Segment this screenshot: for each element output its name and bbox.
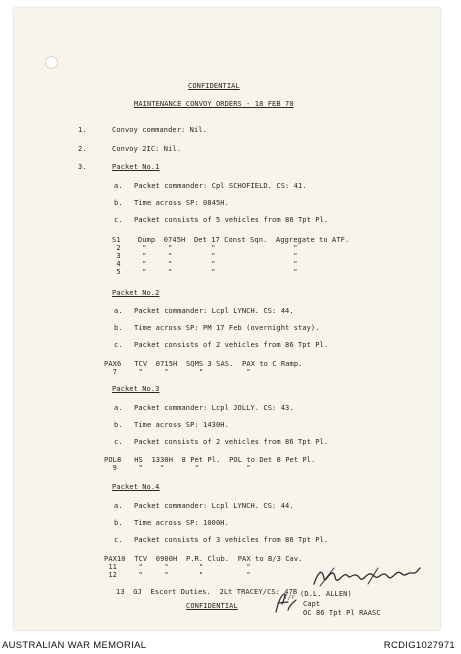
vehicle-row: PAX6 TCV 0715H SQMS 3 SAS. PAX to C Ramp.	[104, 360, 303, 368]
packet-line-text: Time across SP: PM 17 Feb (overnight stay).	[134, 324, 320, 332]
packet-line-letter: c.	[114, 216, 123, 224]
escort-line: 13 GJ Escort Duties. 2Lt TRACEY/CS: 47B	[116, 588, 298, 596]
packet-line-letter: a.	[114, 502, 123, 510]
vehicle-row: 12 " " " "	[104, 571, 251, 579]
packet-line-letter: c.	[114, 438, 123, 446]
item-number: 2.	[78, 145, 87, 153]
archive-id: RCDIG1027971	[383, 640, 455, 651]
fr-text: f/r	[284, 594, 296, 601]
packet-line-letter: b.	[114, 324, 123, 332]
packet-heading: Packet No.4	[112, 483, 160, 491]
vehicle-row: 4 " " " "	[112, 260, 298, 268]
signatory-name: (D.L. ALLEN)	[300, 590, 352, 598]
punch-hole	[45, 56, 58, 69]
vehicle-row: PAX10 TCV 0900H P.R. Club. PAX to B/3 Cav.	[104, 555, 303, 563]
vehicle-row: 7 " " " "	[104, 368, 251, 376]
packet-heading: Packet No.2	[112, 289, 160, 297]
handwritten-signature	[308, 564, 424, 590]
packet-line-text: Packet consists of 2 vehicles from 86 Tpt Pl.	[134, 341, 329, 349]
packet-line-letter: b.	[114, 199, 123, 207]
vehicle-row: 11 " " " "	[104, 563, 251, 571]
item-number: 1.	[78, 126, 87, 134]
item-number: 3.	[78, 163, 87, 171]
vehicle-row: 2 " " " "	[112, 244, 298, 252]
packet-line-text: Time across SP: 0845H.	[134, 199, 229, 207]
packet-heading: Packet No.1	[112, 163, 160, 171]
packet-line-text: Time across SP: 1430H.	[134, 421, 229, 429]
packet-line-letter: c.	[114, 536, 123, 544]
document-title: MAINTENANCE CONVOY ORDERS - 18 FEB 70	[134, 100, 294, 108]
packet-line-text: Packet commander: Lcpl LYNCH. CS: 44.	[134, 502, 294, 510]
item-text: Convoy 2IC: Nil.	[112, 145, 182, 153]
packet-line-text: Packet consists of 3 vehicles from 86 Tpt Pl.	[134, 536, 329, 544]
packet-line-letter: b.	[114, 519, 123, 527]
packet-line-letter: c.	[114, 341, 123, 349]
vehicle-row: 3 " " " "	[112, 252, 298, 260]
packet-line-text: Packet consists of 5 vehicles from 86 Tpt Pl.	[134, 216, 329, 224]
packet-line-text: Packet commander: Cpl SCHOFIELD. CS: 41.	[134, 182, 307, 190]
packet-line-letter: a.	[114, 307, 123, 315]
item-text: Convoy commander: Nil.	[112, 126, 207, 134]
packet-line-text: Packet consists of 2 vehicles from 86 Tpt Pl.	[134, 438, 329, 446]
archive-source: AUSTRALIAN WAR MEMORIAL	[2, 640, 147, 651]
packet-line-text: Packet commander: Lcpl LYNCH. CS: 44.	[134, 307, 294, 315]
packet-line-letter: b.	[114, 421, 123, 429]
classification-footer: CONFIDENTIAL	[186, 602, 238, 610]
packet-heading: Packet No.3	[112, 385, 160, 393]
packet-line-letter: a.	[114, 182, 123, 190]
vehicle-row: 5 " " " "	[112, 268, 298, 276]
packet-line-text: Packet commander: Lcpl JOLLY. CS: 43.	[134, 404, 294, 412]
classification-header: CONFIDENTIAL	[188, 82, 240, 90]
packet-line-text: Time across SP: 1000H.	[134, 519, 229, 527]
signatory-rank: Capt	[303, 600, 321, 608]
packet-line-letter: a.	[114, 404, 123, 412]
vehicle-row: S1 Dump 0745H Det 17 Const Sqn. Aggregate to ATF.	[112, 236, 350, 244]
vehicle-row: 9 " " " "	[104, 464, 251, 472]
vehicle-row: POL8 HS 1330H 8 Pet Pl. POL to Det 8 Pet Pl.	[104, 456, 316, 464]
signatory-unit: OC 86 Tpt Pl RAASC	[303, 609, 381, 617]
